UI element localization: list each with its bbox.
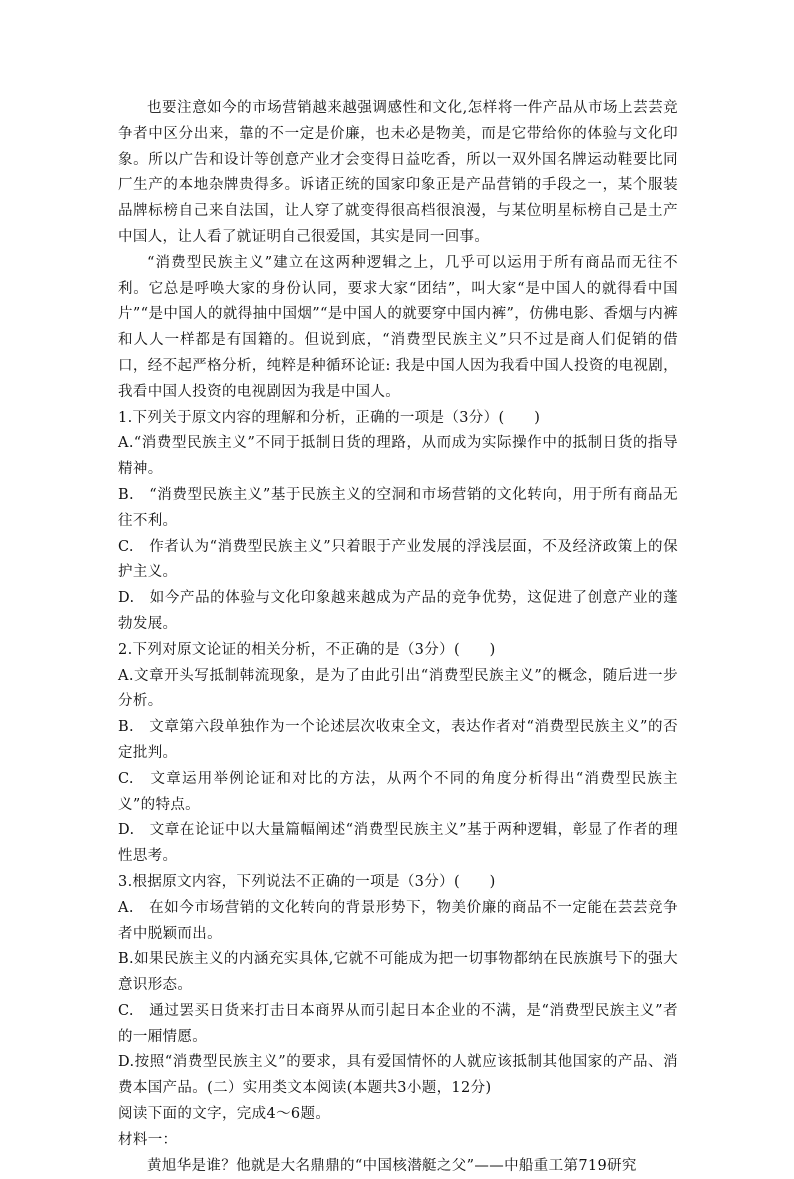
question-3-option-a: A. 在如今市场营销的文化转向的背景形势下，物美价廉的商品不一定能在芸芸竞争者中脱颖而出。 xyxy=(118,899,678,942)
passage-paragraph-2: “消费型民族主义”建立在这两种逻辑之上，几乎可以运用于所有商品而无往不利。它总是呼唤大家的身份认同，要求大家“团结”，叫大家“是中国人的就得看中国片”“是中国人的就得抽中国烟”“是中国人的就要穿中国内裤”，仿佛电影、香烟与内裤和人人一样都是有国籍的。但说到底，“消费型民族主义”只不过是商人们促销的借口，经不起严格分析，纯粹是种循环论证: 我是中国人因为我看中国人投资的电视剧，我看中国人投资的电视剧因为我是中国人。 xyxy=(118,254,678,400)
passage-paragraph-1: 也要注意如今的市场营销越来越强调感性和文化,怎样将一件产品从市场上芸芸竞争者中区分出来，靠的不一定是价廉，也未必是物美，而是它带给你的体验与文化印象。所以广告和设计等创意产业才会变得日益吃香，所以一双外国名牌运动鞋要比同厂生产的本地杂牌贵得多。诉诸正统的国家印象正是产品营销的手段之一，某个服装品牌标榜自己来自法国，让人穿了就变得很高档很浪漫，与某位明星标榜自己是土产中国人，让人看了就证明自己很爱国，其实是同一回事。 xyxy=(118,100,678,245)
question-2-option-b: B. 文章第六段单独作为一个论述层次收束全文，表达作者对“消费型民族主义”的否定批判。 xyxy=(118,719,678,761)
question-3-option-c: C. 通过罢买日货来打击日本商界从而引起日本企业的不满，是“消费型民族主义”者的一厢情愿。 xyxy=(118,1002,678,1045)
question-3-stem: 3.根据原文内容，下列说法不正确的一项是（3分）( ) xyxy=(118,873,496,890)
material-1-paragraph: 黄旭华是谁？他就是大名鼎鼎的“中国核潜艇之父”——中船重工第719研究 xyxy=(147,1157,637,1174)
document-body xyxy=(118,96,678,1179)
question-1-stem: 1.下列关于原文内容的理解和分析，正确的一项是（3分）( ) xyxy=(118,409,541,426)
question-2-stem: 2.下列对原文论证的相关分析，不正确的是（3分）( ) xyxy=(118,641,496,658)
question-1-option-d: D. 如今产品的体验与文化印象越来越成为产品的竞争优势，这促进了创意产业的蓬勃发展。 xyxy=(118,590,678,632)
question-1-option-a: A.“消费型民族主义”不同于抵制日货的理路，从而成为实际操作中的抵制日货的指导精神。 xyxy=(118,435,678,478)
question-2-option-d: D. 文章在论证中以大量篇幅阐述“消费型民族主义”基于两种逻辑，彰显了作者的理性思考。 xyxy=(118,822,678,865)
question-1-option-c: C. 作者认为“消费型民族主义”只着眼于产业发展的浮浅层面，不及经济政策上的保护主义。 xyxy=(118,538,678,581)
question-3-option-b: B.如果民族主义的内涵充实具体,它就不可能成为把一切事物都纳在民族旗号下的强大意识形态。 xyxy=(118,951,678,994)
question-3-option-d: D.按照“消费型民族主义”的要求，具有爱国情怀的人就应该抵制其他国家的产品、消费本国产品。(二）实用类文本阅读(本题共3小题，12分) xyxy=(118,1054,678,1097)
reading-instruction: 阅读下面的文字，完成4～6题。 xyxy=(118,1106,331,1123)
question-2-option-a: A.文章开头写抵制韩流现象，是为了由此引出“消费型民族主义”的概念，随后进一步分析。 xyxy=(118,667,678,710)
question-2-option-c: C. 文章运用举例论证和对比的方法，从两个不同的角度分析得出“消费型民族主义”的特点。 xyxy=(118,770,678,813)
material-label: 材料一： xyxy=(118,1131,178,1148)
question-1-option-b: B. “消费型民族主义”基于民族主义的空洞和市场营销的文化转向，用于所有商品无往不利。 xyxy=(118,486,678,529)
